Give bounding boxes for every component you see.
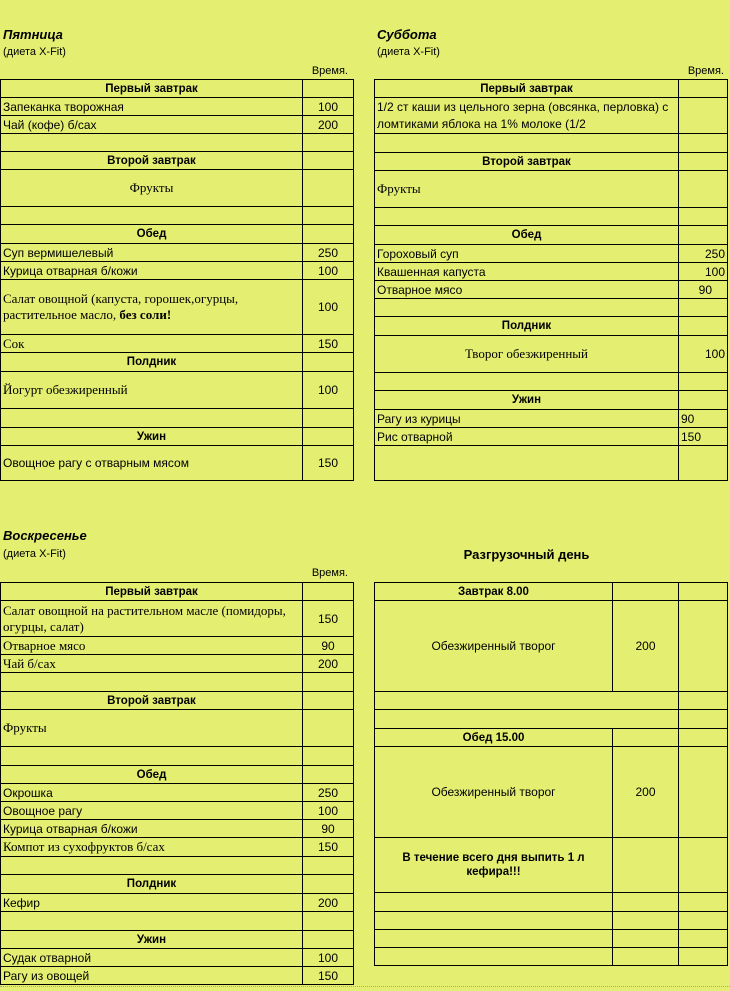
table-row [375,134,728,153]
menu-quantity: 100 [679,263,728,281]
menu-item: Отварное мясо [375,281,679,299]
menu-item: Запеканка творожная [1,98,303,116]
table-row [1,244,354,262]
menu-quantity: 150 [303,967,354,985]
menu-item: Овощное рагу [1,802,303,820]
menu-quantity: 250 [679,245,728,263]
table-row [375,171,728,208]
menu-item: Курица отварная б/кожи [1,820,303,838]
menu-quantity: 90 [303,820,354,838]
menu-item: Овощное рагу с отварным мясом [1,446,303,481]
menu-item: Чай б/сах [1,655,303,673]
menu-quantity: 100 [303,262,354,280]
menu-quantity: 100 [303,280,354,335]
menu-quantity: 200 [303,894,354,912]
sunday-subtitle: (диета X-Fit) [3,548,66,560]
friday-menu-table [0,79,354,481]
table-row [1,949,354,967]
sunday-dinner-header: Ужин [1,931,303,949]
table-row [1,766,354,784]
table-row [375,446,728,481]
table-row [375,838,728,893]
menu-item: 1/2 ст каши из цельного зерна (овсянка, перловка) с ломтиками яблока на 1% молоке (1/2 [375,98,679,134]
saturday-snack-header: Полдник [375,317,679,336]
saturday-dinner-header: Ужин [375,391,679,410]
table-row [1,692,354,710]
menu-item: Йогурт обезжиренный [1,372,303,409]
menu-quantity: 250 [303,244,354,262]
table-row [1,637,354,655]
table-row [1,116,354,134]
menu-quantity: 100 [303,949,354,967]
menu-quantity: 150 [303,446,354,481]
menu-quantity: 90 [303,637,354,655]
unloading-breakfast-header: Завтрак 8.00 [375,583,613,601]
table-row [1,583,354,601]
table-row [375,410,728,428]
saturday-lunch-header: Обед [375,226,679,245]
table-row [1,409,354,428]
table-row [375,747,728,838]
table-row [1,353,354,372]
menu-quantity: 200 [303,116,354,134]
unloading-title: Разгрузочный день [463,547,590,562]
menu-item: Курица отварная б/кожи [1,262,303,280]
friday-subtitle: (диета X-Fit) [3,46,66,58]
table-row [375,281,728,299]
table-row [375,208,728,226]
table-row [375,263,728,281]
menu-quantity: 90 [679,410,728,428]
table-row [1,747,354,766]
table-row [1,673,354,692]
menu-item: Компот из сухофруктов б/сах [1,838,303,857]
table-row [1,372,354,409]
table-row [1,655,354,673]
table-row [1,446,354,481]
table-row [1,170,354,207]
menu-item: Обезжиренный творог [375,601,613,692]
table-row [375,317,728,336]
menu-quantity: 200 [613,601,679,692]
table-row [1,280,354,335]
table-row [1,80,354,98]
table-row [1,838,354,857]
menu-quantity: 100 [303,372,354,409]
saturday-breakfast1-header: Первый завтрак [375,80,679,98]
menu-item: Сок [1,335,303,353]
menu-quantity: 90 [679,281,728,299]
sheet-gridline [0,986,730,988]
menu-quantity: 150 [303,838,354,857]
menu-item: Кефир [1,894,303,912]
table-row [375,245,728,263]
sunday-title: Воскресенье [3,528,87,543]
sunday-menu-table [0,582,354,985]
menu-item: Окрошка [1,784,303,802]
table-row [375,299,728,317]
unloading-menu-table [374,582,728,966]
table-row [375,948,728,966]
table-row [375,336,728,373]
table-row [1,428,354,446]
table-row [375,710,728,729]
table-row [1,134,354,152]
table-row [1,894,354,912]
menu-item: Суп вермишелевый [1,244,303,262]
sunday-lunch-header: Обед [1,766,303,784]
menu-item: Отварное мясо [1,637,303,655]
menu-item-warning: без соли! [119,307,172,322]
table-row [1,967,354,985]
menu-item [1,280,303,335]
menu-item: Салат овощной на растительном масле (помидоры, огурцы, салат) [1,601,303,637]
table-row [1,875,354,894]
menu-item: Фрукты [1,170,303,207]
menu-item: Квашенная капуста [375,263,679,281]
menu-item: Творог обезжиренный [375,336,679,373]
menu-quantity: 150 [303,335,354,353]
table-row [375,601,728,692]
table-row [375,428,728,446]
menu-item-text: Салат овощной (капуста, горошек,огурцы, растительное масло, [3,291,239,322]
table-row [375,373,728,391]
friday-breakfast1-header: Первый завтрак [1,80,303,98]
table-row [375,153,728,171]
saturday-breakfast2-header: Второй завтрак [375,153,679,171]
table-row [1,225,354,244]
menu-item: Обезжиренный творог [375,747,613,838]
table-row [1,207,354,225]
table-row [1,601,354,637]
menu-item: Чай (кофе) б/сах [1,116,303,134]
table-row [1,820,354,838]
menu-quantity: 100 [303,802,354,820]
table-row [375,98,728,134]
menu-item: Судак отварной [1,949,303,967]
menu-quantity: 150 [679,428,728,446]
table-row [1,710,354,747]
friday-time-label: Время. [311,65,348,77]
menu-quantity: 100 [303,98,354,116]
menu-item: Фрукты [375,171,679,208]
table-row [375,583,728,601]
menu-item: Гороховый суп [375,245,679,263]
table-row [1,802,354,820]
sunday-snack-header: Полдник [1,875,303,894]
table-row [375,729,728,747]
table-row [1,152,354,170]
friday-title: Пятница [3,27,63,42]
table-row [1,784,354,802]
table-row [1,912,354,931]
table-row [1,857,354,875]
table-row [1,931,354,949]
table-row [375,930,728,948]
menu-quantity: 100 [679,336,728,373]
sunday-breakfast1-header: Первый завтрак [1,583,303,601]
menu-quantity: 200 [303,655,354,673]
unloading-kefir-note: В течение всего дня выпить 1 л кефира!!! [375,838,613,893]
sunday-time-label: Время. [311,567,348,579]
table-row [375,80,728,98]
friday-breakfast2-header: Второй завтрак [1,152,303,170]
table-row [375,391,728,410]
friday-lunch-header: Обед [1,225,303,244]
menu-quantity: 250 [303,784,354,802]
menu-item: Рис отварной [375,428,679,446]
saturday-subtitle: (диета X-Fit) [377,46,440,58]
saturday-menu-table [374,79,728,481]
sunday-breakfast2-header: Второй завтрак [1,692,303,710]
menu-item: Рагу из овощей [1,967,303,985]
table-row [1,98,354,116]
saturday-time-label: Время. [687,65,724,77]
menu-quantity: 150 [303,601,354,637]
menu-item: Фрукты [1,710,303,747]
friday-snack-header: Полдник [1,353,303,372]
friday-dinner-header: Ужин [1,428,303,446]
table-row [375,692,728,710]
saturday-title: Суббота [377,27,437,42]
table-row [1,262,354,280]
table-row [1,335,354,353]
table-row [375,226,728,245]
table-row [375,893,728,912]
unloading-lunch-header: Обед 15.00 [375,729,613,747]
table-row [375,912,728,930]
menu-item: Рагу из курицы [375,410,679,428]
menu-quantity: 200 [613,747,679,838]
